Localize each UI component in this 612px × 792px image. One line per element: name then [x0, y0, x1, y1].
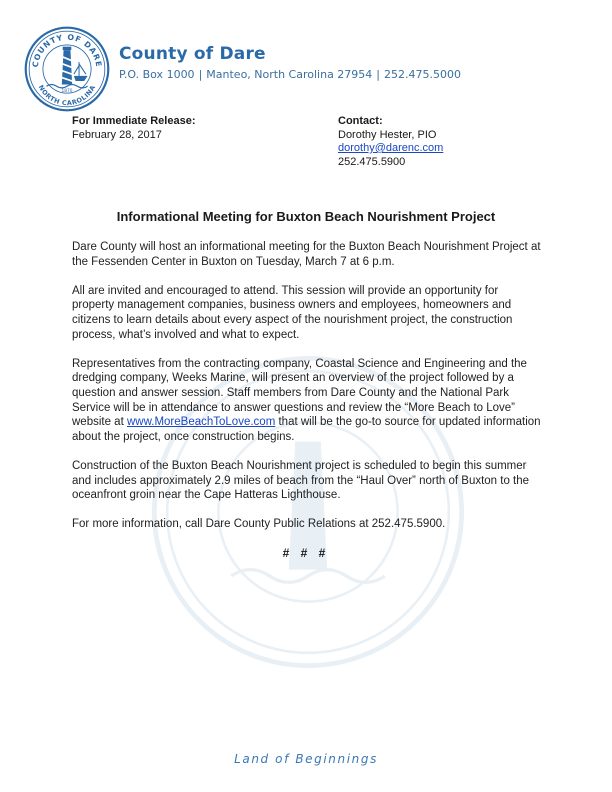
body-paragraph: Dare County will host an informational meeting for the Buxton Beach Nourishment Project at the Fessenden Center in Buxton on Tuesday, March 7 at 6 p.m. — [72, 241, 541, 268]
release-date: February 28, 2017 — [72, 128, 162, 141]
contact-label: Contact: — [338, 115, 383, 127]
contact-name: Dorothy Hester, PIO — [338, 128, 437, 141]
separator: | — [376, 68, 381, 81]
county-seal-logo — [24, 26, 110, 112]
body-paragraph: For more information, call Dare County Public Relations at 252.475.5900. — [72, 518, 446, 531]
body-paragraph — [72, 357, 542, 445]
svg-text:COUNTY OF DARE: COUNTY OF DARE — [30, 32, 104, 68]
org-name: County of Dare — [119, 44, 266, 64]
release-label: For Immediate Release: — [72, 115, 196, 127]
footer-tagline: Land of Beginnings — [234, 752, 378, 766]
svg-text:NORTH CAROLINA: NORTH CAROLINA — [36, 83, 98, 108]
release-block — [72, 115, 196, 142]
body-paragraph: Construction of the Buxton Beach Nourishment project is scheduled to begin this summer and includes approximately 2.9 miles of beach from the “Haul Over” north of Buxton to the oceanfront groin near the Cape Hatteras Lighthouse. — [72, 459, 530, 502]
end-mark: # # # — [282, 546, 330, 560]
separator: | — [198, 68, 203, 81]
address-po-box: P.O. Box 1000 — [119, 68, 195, 81]
contact-phone: 252.475.5900 — [338, 155, 406, 168]
contact-email-link[interactable]: dorothy@darenc.com — [338, 142, 444, 154]
body-text-segment: Representatives from the contracting company, Coastal Science and Engineering and the dredging company, Weeks Marine, will present an overview of the project followed by a question and answer session. Staff members from Dare County and the National Park Service will be in attendance to answer questions and review the “More Beach to Love” website at — [72, 357, 527, 429]
address-city: Manteo, North Carolina 27954 — [206, 68, 373, 81]
contact-block — [338, 115, 443, 169]
press-release-body — [72, 240, 542, 546]
org-address — [119, 68, 461, 81]
body-text-segment: that will be the go-to source for updated information about the project, once construction begins. — [72, 416, 541, 443]
seal-year: 1870 — [61, 89, 73, 95]
body-paragraph: All are invited and encouraged to attend. This session will provide an opportunity for property management companies, business owners and employees, homeowners and citizens to learn details about every aspect of the nourishment project, the construction process, what’s involved and what to expect. — [72, 284, 513, 341]
address-phone: 252.475.5000 — [384, 68, 461, 81]
press-release-headline: Informational Meeting for Buxton Beach Nourishment Project — [116, 209, 496, 224]
more-beach-to-love-link[interactable]: www.MoreBeachToLove.com — [126, 416, 276, 429]
